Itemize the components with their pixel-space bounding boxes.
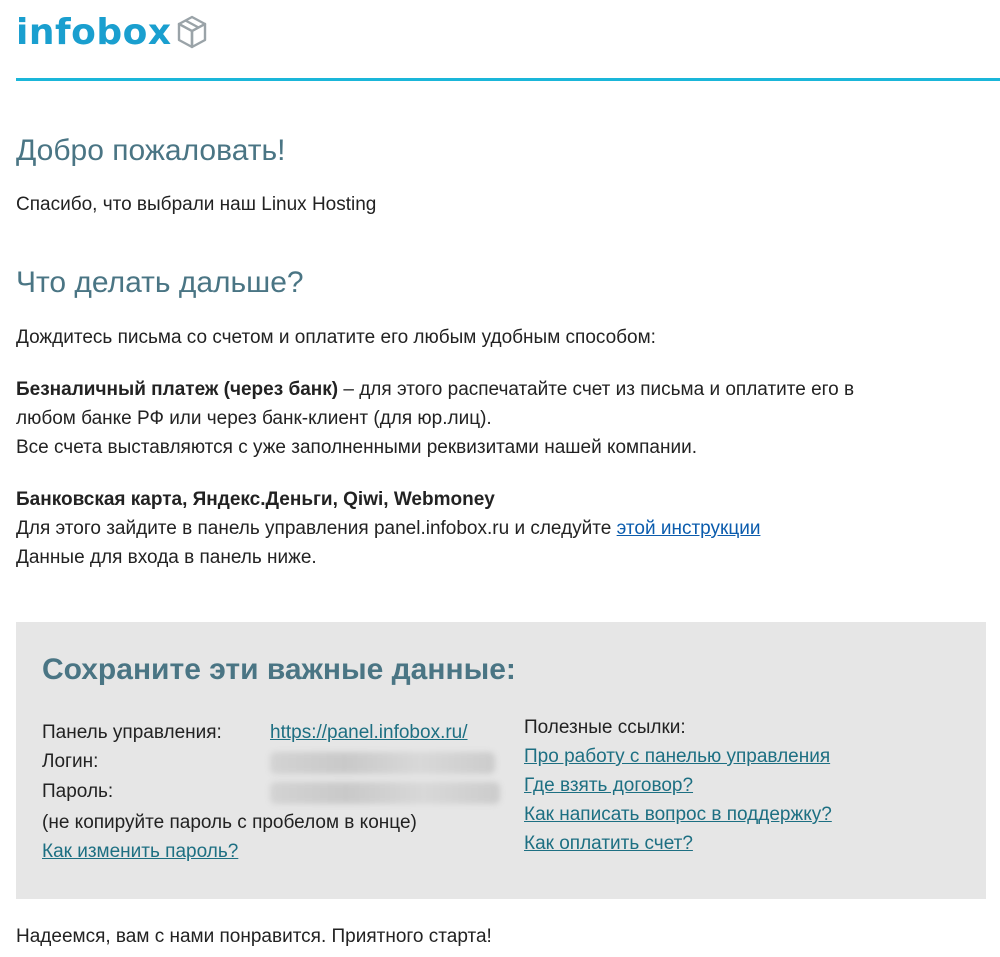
useful-link-payment[interactable]: Как оплатить счет? <box>524 833 693 854</box>
bank-payment-line3: Все счета выставляются с уже заполненными реквизитами нашей компании. <box>16 437 697 458</box>
wait-invoice-text: Дождитесь письма со счетом и оплатите его любым удобным способом: <box>16 327 656 348</box>
credentials-box <box>16 622 986 899</box>
instruction-link[interactable]: этой инструкции <box>616 518 761 539</box>
header-divider <box>16 78 1000 81</box>
card-payment-line2 <box>16 514 760 543</box>
card-payment-line3: Данные для входа в панель ниже. <box>16 547 317 568</box>
infobox-logo <box>16 8 208 58</box>
useful-link-support[interactable]: Как написать вопрос в поддержку? <box>524 804 832 825</box>
card-payment-text: Для этого зайдите в панель управления panel.infobox.ru и следуйте <box>16 518 617 539</box>
card-payment-bold: Банковская карта, Яндекс.Деньги, Qiwi, Webmoney <box>16 489 495 510</box>
credentials-title: Сохраните эти важные данные: <box>42 653 516 686</box>
bank-payment-desc: – для этого распечатайте счет из письма и оплатите его в <box>338 379 855 400</box>
box-icon <box>176 14 208 55</box>
welcome-heading: Добро пожаловать! <box>16 134 286 167</box>
change-password-link[interactable]: Как изменить пароль? <box>42 841 239 862</box>
login-value-redacted <box>270 752 495 774</box>
bank-payment-title: Безналичный платеж (через банк) <box>16 379 339 400</box>
next-steps-heading: Что делать дальше? <box>16 266 304 299</box>
card-payment-title <box>16 485 495 514</box>
useful-link-contract[interactable]: Где взять договор? <box>524 775 694 796</box>
panel-url-link[interactable]: https://panel.infobox.ru/ <box>270 722 468 743</box>
password-note: (не копируйте пароль с пробелом в конце) <box>42 812 417 833</box>
closing-text: Надеемся, вам с нами понравится. Приятного старта! <box>16 926 492 947</box>
panel-label: Панель управления: <box>42 722 222 743</box>
password-value-redacted <box>270 782 500 804</box>
useful-link-panel[interactable]: Про работу с панелью управления <box>524 746 831 767</box>
login-label: Логин: <box>42 751 99 772</box>
logo-text: infobox <box>16 12 172 53</box>
bank-payment-line2: любом банке РФ или через банк-клиент (для юр.лиц). <box>16 408 492 429</box>
useful-links-label: Полезные ссылки: <box>524 717 686 738</box>
bank-payment-line <box>16 375 854 404</box>
password-label: Пароль: <box>42 781 114 802</box>
thanks-text: Спасибо, что выбрали наш Linux Hosting <box>16 194 377 215</box>
